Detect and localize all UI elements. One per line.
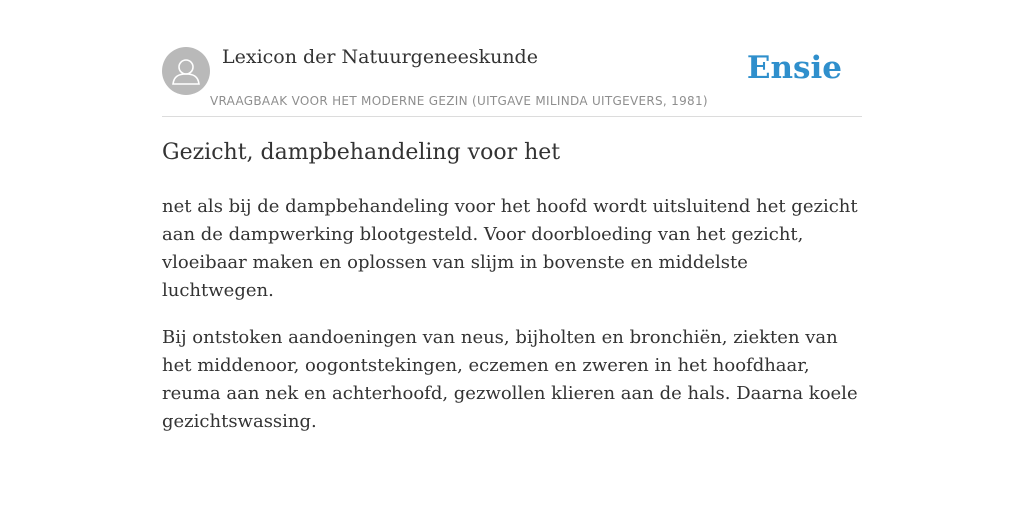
entry-paragraph: net als bij de dampbehandeling voor het hoofd wordt uitsluitend het gezicht aan de dampwerking blootgesteld. Voor doorbloeding van het gezicht, vloeibaar maken en oplossen van slijm in bovenste en middelste luchtwegen. xyxy=(162,196,858,301)
book-title[interactable]: Lexicon der Natuurgeneeskunde xyxy=(222,46,538,68)
entry-body xyxy=(162,193,862,455)
entry-paragraph: Bij ontstoken aandoeningen van neus, bijholten en bronchiën, ziekten van het middenoor, oogontstekingen, eczemen en zweren in het hoofdhaar, reuma aan nek en achterhoofd, gezwollen klieren aan de hals. Daarna koele gezichtswassing. xyxy=(162,327,858,432)
entry-title: Gezicht, dampbehandeling voor het xyxy=(162,140,561,165)
brand-logo-link[interactable]: Ensie xyxy=(746,50,842,86)
user-silhouette-icon xyxy=(162,47,210,95)
book-subtitle: VRAAGBAAK VOOR HET MODERNE GEZIN (UITGAVE MILINDA UITGEVERS, 1981) xyxy=(210,94,708,108)
source-header xyxy=(162,40,862,117)
